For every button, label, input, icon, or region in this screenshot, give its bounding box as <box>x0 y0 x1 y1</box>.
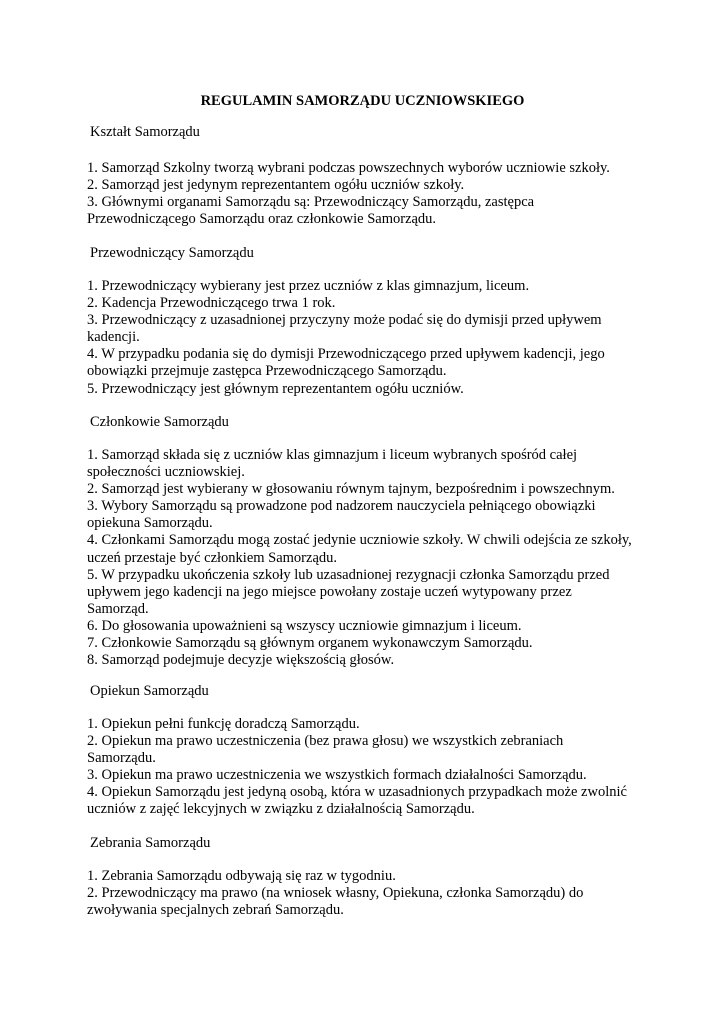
section-heading: Zebrania Samorządu <box>90 835 211 851</box>
paragraph-line: opiekuna Samorządu. <box>87 515 213 532</box>
paragraph-line: 1. Samorząd składa się z uczniów klas gimnazjum i liceum wybranych spośród całej <box>87 447 578 463</box>
paragraph-line: 1. Przewodniczący wybierany jest przez uczniów z klas gimnazjum, liceum. <box>87 278 530 294</box>
paragraph-line: 3. Wybory Samorządu są prowadzone pod nadzorem nauczyciela pełniącego obowiązki <box>87 498 596 515</box>
paragraph-line: uczniów z zajęć lekcyjnych w związku z działalnością Samorządu. <box>87 801 475 818</box>
paragraph-line: 2. Kadencja Przewodniczącego trwa 1 rok. <box>87 295 336 312</box>
section-body <box>87 160 647 228</box>
paragraph-line: 5. W przypadku ukończenia szkoły lub uzasadnionej rezygnacji członka Samorządu przed <box>87 566 610 583</box>
paragraph-line: społeczności uczniowskiej. <box>87 464 245 481</box>
paragraph-line: 4. W przypadku podania się do dymisji Przewodniczącego przed upływem kadencji, jego <box>87 346 605 363</box>
paragraph-line: Samorządu. <box>87 750 156 767</box>
section-heading: Członkowie Samorządu <box>90 414 229 430</box>
section-body <box>87 868 647 919</box>
paragraph-line: 3. Opiekun ma prawo uczestniczenia we wszystkich formach działalności Samorządu. <box>87 767 587 784</box>
section-heading: Przewodniczący Samorządu <box>90 245 254 261</box>
paragraph-line: 7. Członkowie Samorządu są głównym organem wykonawczym Samorządu. <box>87 635 533 652</box>
paragraph-line: 1. Zebrania Samorządu odbywają się raz w tygodniu. <box>87 868 396 884</box>
section-body <box>87 278 647 398</box>
paragraph-line: 4. Opiekun Samorządu jest jedyną osobą, która w uzasadnionych przypadkach może zwolnić <box>87 784 627 801</box>
document-title: REGULAMIN SAMORZĄDU UCZNIOWSKIEGO <box>200 93 525 109</box>
paragraph-line: 5. Przewodniczący jest głównym reprezentantem ogółu uczniów. <box>87 380 464 397</box>
paragraph-line: 2. Samorząd jest wybierany w głosowaniu równym tajnym, bezpośrednim i powszechnym. <box>87 481 615 498</box>
section-body <box>87 716 647 819</box>
paragraph-line: uczeń przestaje być członkiem Samorządu. <box>87 549 338 566</box>
section-body <box>87 447 647 669</box>
paragraph-line: 4. Członkami Samorządu mogą zostać jedynie uczniowie szkoły. W chwili odejścia ze szkoły, <box>87 532 632 549</box>
paragraph-line: 2. Przewodniczący ma prawo (na wniosek własny, Opiekuna, członka Samorządu) do <box>87 885 584 902</box>
paragraph-line: 1. Opiekun pełni funkcję doradczą Samorządu. <box>87 716 360 732</box>
paragraph-line: zwoływania specjalnych zebrań Samorządu. <box>87 902 344 919</box>
paragraph-line: 3. Przewodniczący z uzasadnionej przyczyny może podać się do dymisji przed upływem <box>87 312 602 329</box>
paragraph-line: 8. Samorząd podejmuje decyzje większością głosów. <box>87 652 395 669</box>
paragraph-line: kadencji. <box>87 329 140 346</box>
paragraph-line: 2. Opiekun ma prawo uczestniczenia (bez prawa głosu) we wszystkich zebraniach <box>87 733 564 750</box>
paragraph-line: Samorząd. <box>87 600 149 617</box>
paragraph-line: 2. Samorząd jest jedynym reprezentantem ogółu uczniów szkoły. <box>87 177 465 194</box>
paragraph-line: 1. Samorząd Szkolny tworzą wybrani podczas powszechnych wyborów uczniowie szkoły. <box>87 160 610 176</box>
section-heading: Opiekun Samorządu <box>90 683 209 699</box>
paragraph-line: obowiązki przejmuje zastępca Przewodniczącego Samorządu. <box>87 363 447 380</box>
paragraph-line: 3. Głównymi organami Samorządu są: Przewodniczący Samorządu, zastępca <box>87 194 535 211</box>
paragraph-line: 6. Do głosowania upoważnieni są wszyscy uczniowie gimnazjum i liceum. <box>87 617 522 634</box>
section-heading: Kształt Samorządu <box>90 124 200 140</box>
paragraph-line: upływem jego kadencji na jego miejsce powołany zostaje uczeń wytypowany przez <box>87 583 572 600</box>
paragraph-line: Przewodniczącego Samorządu oraz członkowie Samorządu. <box>87 211 437 228</box>
